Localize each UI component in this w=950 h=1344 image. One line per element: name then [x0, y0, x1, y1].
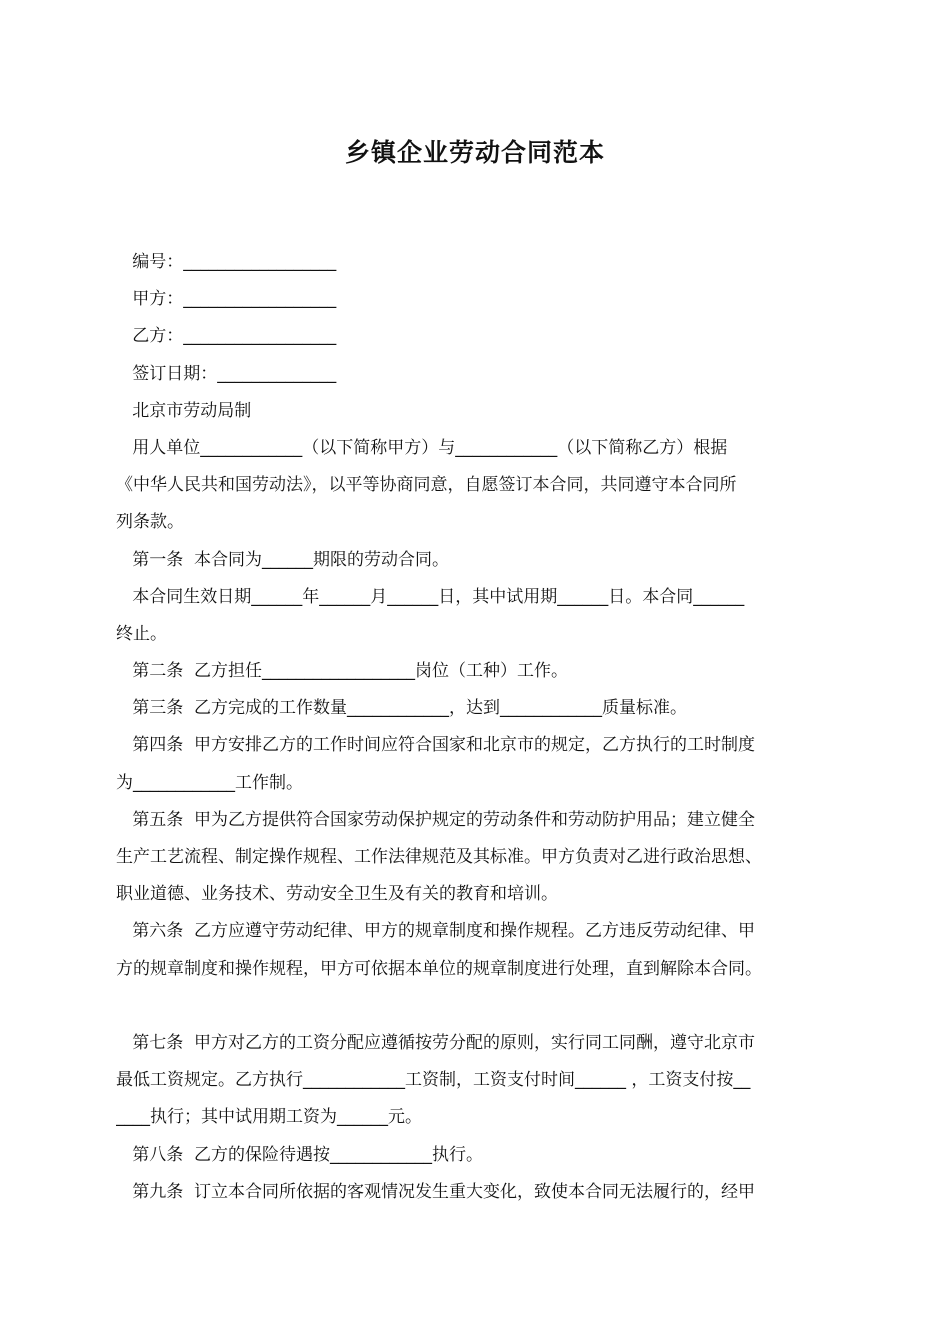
text-line: 列条款。	[116, 512, 184, 533]
text-line: 第四条 甲方安排乙方的工作时间应符合国家和北京市的规定，乙方执行的工时制度	[116, 735, 756, 756]
text-line: 乙方：__________________	[116, 326, 337, 347]
text-line: 职业道德、业务技术、劳动安全卫生及有关的教育和培训。	[116, 884, 558, 905]
text-line: 北京市劳动局制	[116, 400, 252, 421]
text-line: 为____________工作制。	[116, 772, 303, 793]
document-body	[116, 244, 838, 1211]
text-line: ____执行；其中试用期工资为______元。	[116, 1107, 422, 1128]
document-title: 乡镇企业劳动合同范本	[344, 138, 605, 167]
text-line: 方的规章制度和操作规程，甲方可依据本单位的规章制度进行处理，直到解除本合同。	[116, 958, 762, 979]
text-line: 第二条 乙方担任__________________岗位（工种）工作。	[116, 661, 569, 682]
text-line: 生产工艺流程、制定操作规程、工作法律规范及其标准。甲方负责对乙进行政治思想、	[116, 847, 762, 867]
text-line: 第八条 乙方的保险待遇按____________执行。	[116, 1144, 484, 1165]
text-line: 本合同生效日期______年______月______日，其中试用期______日。本合同______	[116, 586, 745, 607]
text-line: 第一条 本合同为______期限的劳动合同。	[116, 549, 450, 570]
text-line: 编号：__________________	[116, 252, 337, 272]
text-line: 第三条 乙方完成的工作数量____________，达到____________质量标准。	[116, 698, 688, 719]
text-line: 第九条 订立本合同所依据的客观情况发生重大变化，致使本合同无法履行的，经甲	[116, 1181, 756, 1202]
text-line: 甲方：__________________	[116, 289, 337, 310]
text-line: 第五条 甲为乙方提供符合国家劳动保护规定的劳动条件和劳动防护用品；建立健全	[116, 809, 756, 830]
text-line: 第七条 甲方对乙方的工资分配应遵循按劳分配的原则，实行同工同酬，遵守北京市	[116, 1032, 756, 1053]
text-line: 终止。	[116, 623, 167, 644]
blank-line	[116, 988, 838, 1025]
text-line: 《中华人民共和国劳动法》，以平等协商同意，自愿签订本合同，共同遵守本合同所	[116, 475, 737, 496]
text-line: 用人单位____________（以下简称甲方）与____________（以下简称乙方）根据	[116, 437, 728, 458]
text-line: 签订日期：______________	[116, 363, 337, 384]
text-line: 第六条 乙方应遵守劳动纪律、甲方的规章制度和操作规程。乙方违反劳动纪律、甲	[116, 921, 756, 942]
text-line: 最低工资规定。乙方执行____________工资制，工资支付时间______ ，工资支付按__	[116, 1070, 751, 1091]
